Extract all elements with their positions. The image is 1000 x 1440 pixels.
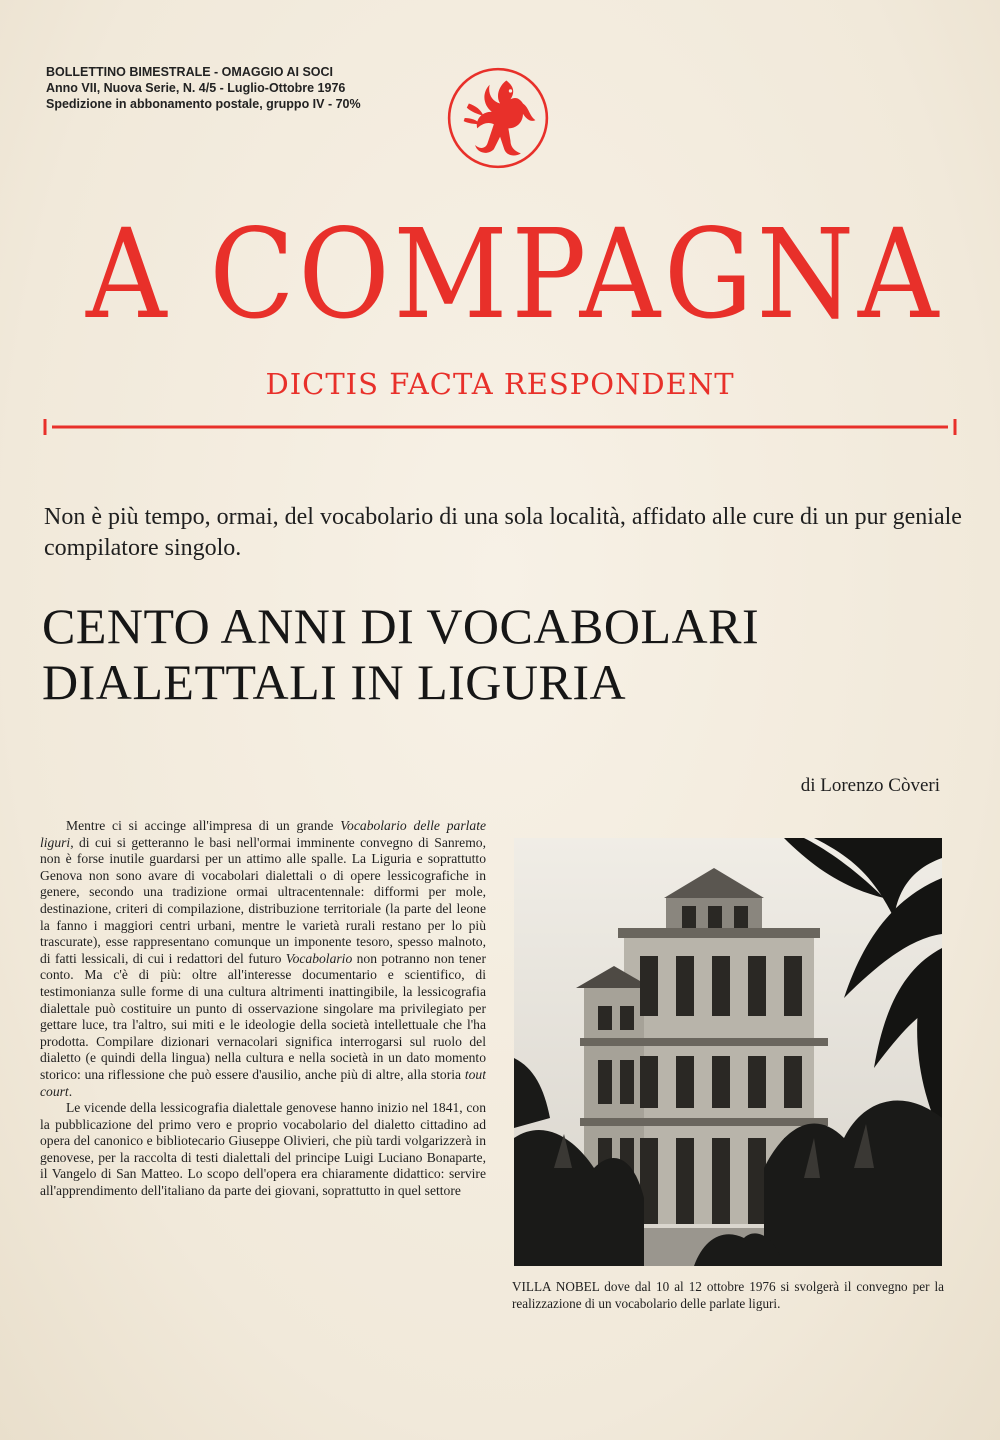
paragraph-text: non potranno non tener conto. Ma c'è di più: oltre all'interesse documentario e scientifico, di testimonianza sulle forme di una cultura altrimenti inattingibile, la lessicografia dialettale può costituire un punto di osservazione singolare ma privilegiato per gettare luce, tra l'altro, sui miti e le ideologie della società intellettuale che l'ha prodotta. Compilare dizionari vernacolari significa interrogarsi sul ruolo del dialetto (e quindi della lingua) nella cultura e nella società in un dato momento storico: una riflessione che può essere d'ausilio, anche più di altre, alla storia <box>40 950 486 1082</box>
headline-line-1: CENTO ANNI DI VOCABOLARI <box>42 598 760 654</box>
masthead-title: A COMPAGNA <box>86 203 943 347</box>
paragraph-text: . <box>68 1083 73 1099</box>
article-headline <box>42 598 972 710</box>
villa-nobel-photo <box>514 838 942 1266</box>
article-paragraph-1 <box>40 818 486 1100</box>
publication-info <box>46 64 406 112</box>
article-standfirst: Non è più tempo, ormai, del vocabolario di una sola località, affidato alle cure di un pur geniale compilatore singolo. <box>44 504 962 561</box>
decorative-rule <box>42 416 958 438</box>
paragraph-text: , di cui si getteranno le basi nell'ormai imminente convegno di Sanremo, non è forse inutile guardarsi per un attimo alle spalle. La Liguria e soprattutto Genova non sono avare di vocabolari dialettali o di opere lessicografiche in genere, secondo una tradizione ormai ultracentennale: difformi per mole, destinazione, criteri di compilazione, distribuzione territoriale (la parte del leone la fanno i maggiori centri urbani, mentre le varietà rurali restano per lo più trascurate), esse rappresentano comunque un imponente tesoro, spesso malnoto, di fatti lessicali, di cui i redattori del futuro <box>40 834 486 966</box>
paragraph-text: Mentre ci si accinge all'impresa di un grande <box>66 818 341 833</box>
article-byline: di Lorenzo Còveri <box>800 775 940 796</box>
italic-title: Vocabolario delle parlate liguri <box>40 818 486 850</box>
photo-caption: VILLA NOBEL dove dal 10 al 12 ottobre 1976 si svolgerà il convegno per la realizzazione di un vocabolario delle parlate liguri. <box>512 1279 944 1311</box>
griffin-emblem-icon <box>446 66 550 170</box>
article-body <box>40 818 486 1418</box>
article-paragraph-2: Le vicende della lessicografia dialettale genovese hanno inizio nel 1841, con la pubblicazione del primo vero e proprio vocabolario del dialetto cittadino ad opera del canonico e bibliotecario Giuseppe Olivieri, che più tardi volgarizzerà in genovese, per la raccolta di testi dialettali del principe Luigi Luciano Bonaparte, il Vangelo di San Matteo. Lo scopo dell'opera era chiaramente didattico: servire all'apprendimento dell'italiano da parte dei giovani, soprattutto in quel settore <box>40 1100 486 1199</box>
italic-phrase: tout court <box>40 1066 486 1099</box>
italic-title: Vocabolario <box>285 950 353 966</box>
headline-line-2: DIALETTALI IN LIGURIA <box>42 654 627 710</box>
masthead-motto: DICTIS FACTA RESPONDENT <box>265 367 735 401</box>
info-line-frequency: BOLLETTINO BIMESTRALE - OMAGGIO AI SOCI <box>46 65 334 79</box>
info-line-postal: Spedizione in abbonamento postale, gruppo IV - 70% <box>46 97 361 111</box>
info-line-issue: Anno VII, Nuova Serie, N. 4/5 - Luglio-Ottobre 1976 <box>46 81 346 95</box>
